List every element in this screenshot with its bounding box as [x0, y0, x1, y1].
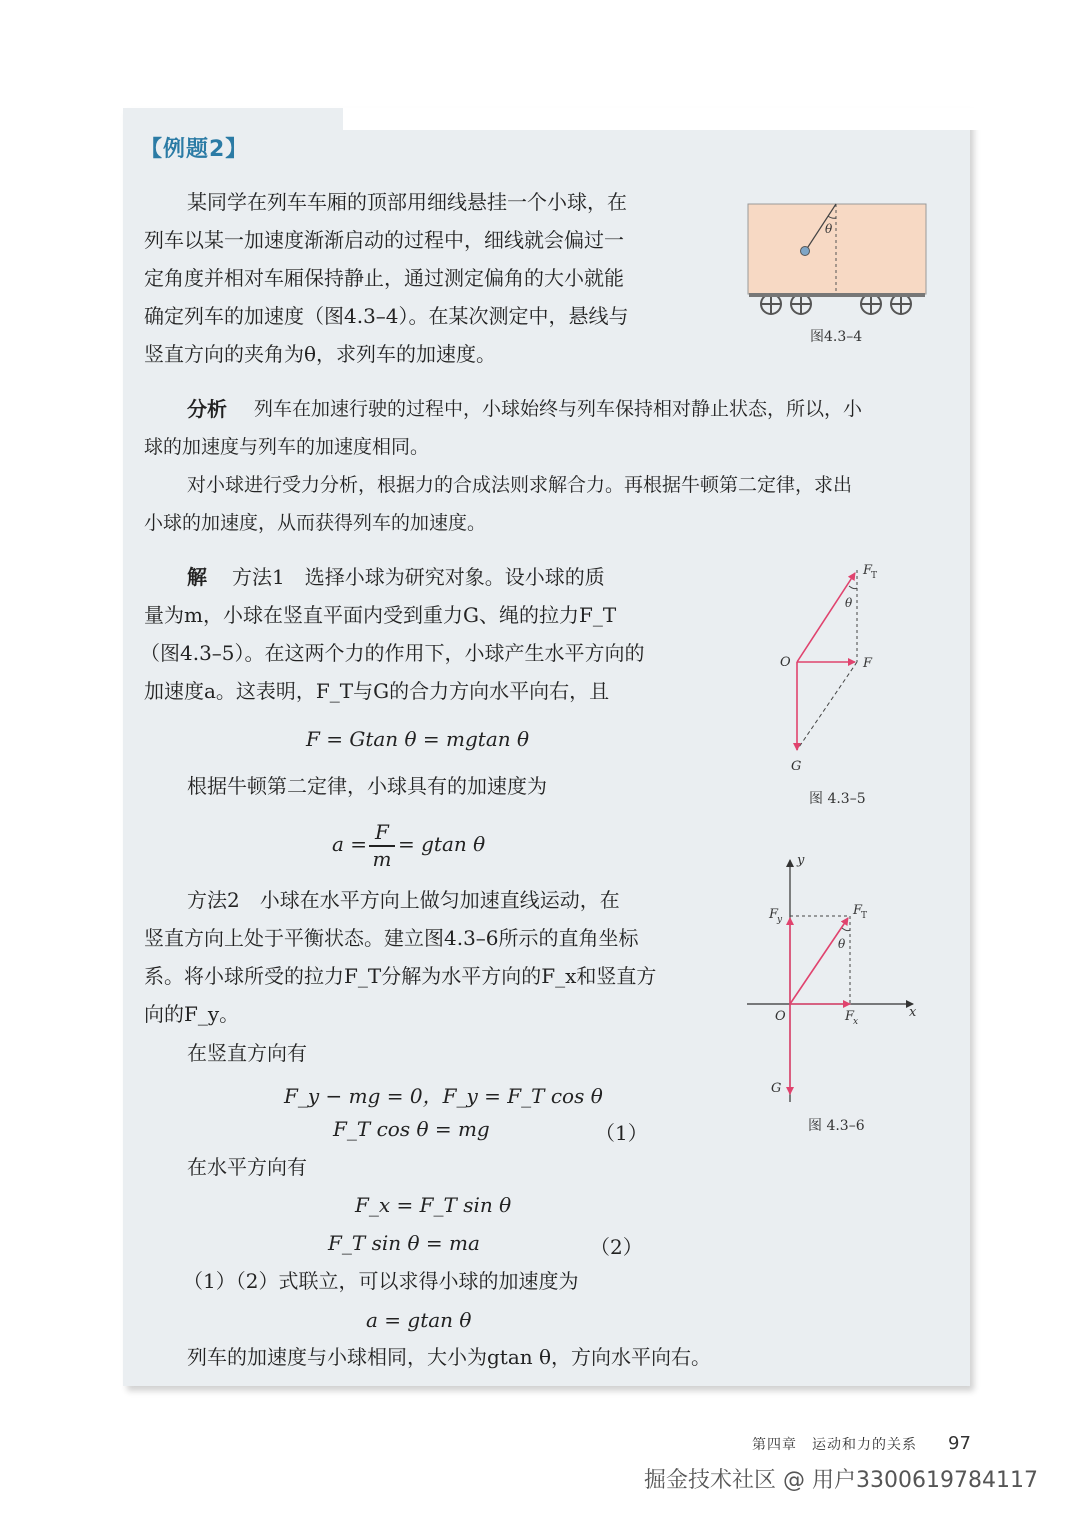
- y-label: y: [797, 853, 805, 868]
- method1-line-1: 方法1 选择小球为研究对象。设小球的质: [232, 565, 605, 589]
- equation-6: F_T sin θ = ma: [328, 1231, 480, 1255]
- method2-line-4: 向的F_y。: [144, 1002, 240, 1026]
- combine-line: （1）（2）式联立，可以求得小球的加速度为: [183, 1269, 579, 1293]
- equation-4-number: （1）: [595, 1121, 648, 1145]
- method1-line-2: 量为m，小球在竖直平面内受到重力G、绳的拉力F_T: [144, 603, 617, 627]
- horizontal-direction-label: 在水平方向有: [187, 1155, 307, 1179]
- method2-line-1: 方法2 小球在水平方向上做匀加速直线运动，在: [187, 888, 620, 912]
- theta-label: θ: [838, 937, 846, 951]
- tension-vector: [797, 573, 855, 662]
- method1-line-3: （图4.3–5）。在这两个力的作用下，小球产生水平方向的: [140, 641, 645, 665]
- figure-4-3-6-caption: 图 4.3–6: [808, 1118, 865, 1134]
- o-label: O: [780, 655, 791, 670]
- force-diagram-4-3-5: [775, 560, 885, 780]
- figure-4-3-4-caption: 图4.3–4: [810, 329, 863, 345]
- method1-line-4: 加速度a。这表明，F_T与G的合力方向水平向右，且: [144, 679, 610, 703]
- footer-page-number: 97: [948, 1433, 971, 1454]
- equation-2-lhs: a =: [332, 832, 368, 856]
- watermark: 掘金技术社区 @ 用户3300619784117: [644, 1468, 1038, 1493]
- panel-tab-cutout: [343, 108, 983, 130]
- x-label: x: [909, 1005, 917, 1020]
- fy-subscript: y: [777, 915, 783, 925]
- conclusion-line: 列车的加速度与小球相同，大小为gtan θ，方向水平向右。: [187, 1345, 712, 1369]
- equation-2-numerator: F: [375, 820, 389, 844]
- equation-7: a = gtan θ: [366, 1308, 472, 1332]
- equation-2-denominator: m: [372, 847, 392, 871]
- method2-line-3: 系。将小球所受的拉力F_T分解为水平方向的F_x和竖直方: [144, 964, 657, 988]
- coordinate-diagram-4-3-6: [745, 852, 925, 1102]
- analysis-line-2: 球的加速度与列车的加速度相同。: [144, 436, 430, 458]
- fy-label: F: [769, 907, 779, 922]
- tension-vector: [790, 918, 848, 1004]
- problem-line-4: 确定列车的加速度（图4.3–4）。在某次测定中，悬线与: [144, 304, 629, 328]
- analysis-label: 分析: [187, 397, 227, 421]
- equation-5: F_x = F_T sin θ: [355, 1193, 512, 1217]
- figure-4-3-5-caption: 图 4.3–5: [809, 791, 866, 807]
- f-label: F: [863, 656, 873, 671]
- ft-label: F: [863, 563, 873, 578]
- problem-line-1: 某同学在列车车厢的顶部用细线悬挂一个小球，在: [187, 190, 627, 214]
- g-label: G: [771, 1081, 782, 1096]
- problem-line-2: 列车以某一加速度渐渐启动的过程中，细线就会偏过一: [144, 228, 624, 252]
- train-car-body: [748, 204, 926, 294]
- analysis-line-4: 小球的加速度，从而获得列车的加速度。: [144, 512, 487, 534]
- problem-line-3: 定角度并相对车厢保持静止，通过测定偏角的大小就能: [144, 266, 624, 290]
- theta-label: θ: [845, 596, 853, 610]
- undercarriage: [749, 293, 925, 297]
- newton-law-line: 根据牛顿第二定律，小球具有的加速度为: [187, 774, 547, 798]
- theta-arc: [849, 586, 857, 589]
- ft-subscript: T: [871, 571, 878, 581]
- parallelogram-dash: [797, 662, 857, 750]
- fx-subscript: x: [853, 1017, 859, 1027]
- equation-4: F_T cos θ = mg: [333, 1117, 490, 1141]
- problem-line-5: 竖直方向的夹角为θ，求列车的加速度。: [144, 342, 497, 366]
- pendulum-ball: [801, 247, 810, 256]
- g-label: G: [791, 759, 802, 774]
- vertical-direction-label: 在竖直方向有: [187, 1041, 307, 1065]
- theta-label: θ: [825, 222, 833, 236]
- solution-label: 解: [187, 565, 207, 589]
- fx-label: F: [845, 1009, 855, 1024]
- footer-chapter: 第四章 运动和力的关系: [752, 1437, 917, 1453]
- method2-line-2: 竖直方向上处于平衡状态。建立图4.3–6所示的直角坐标: [144, 926, 639, 950]
- train-car-figure: [745, 200, 930, 320]
- equation-2-rhs: = gtan θ: [398, 832, 486, 856]
- equation-6-number: （2）: [590, 1235, 643, 1259]
- ft-subscript: T: [861, 911, 868, 921]
- equation-3: F_y − mg = 0，F_y = F_T cos θ: [284, 1084, 603, 1108]
- example-title: 【例题2】: [140, 137, 249, 162]
- o-label: O: [775, 1009, 786, 1024]
- analysis-line-1: 列车在加速行驶的过程中，小球始终与列车保持相对静止状态，所以，小: [254, 398, 863, 420]
- ft-label: F: [853, 903, 863, 918]
- theta-arc: [842, 928, 850, 931]
- analysis-line-3: 对小球进行受力分析，根据力的合成法则求解合力。再根据牛顿第二定律，求出: [187, 474, 853, 496]
- equation-1: F = Gtan θ = mgtan θ: [306, 727, 530, 751]
